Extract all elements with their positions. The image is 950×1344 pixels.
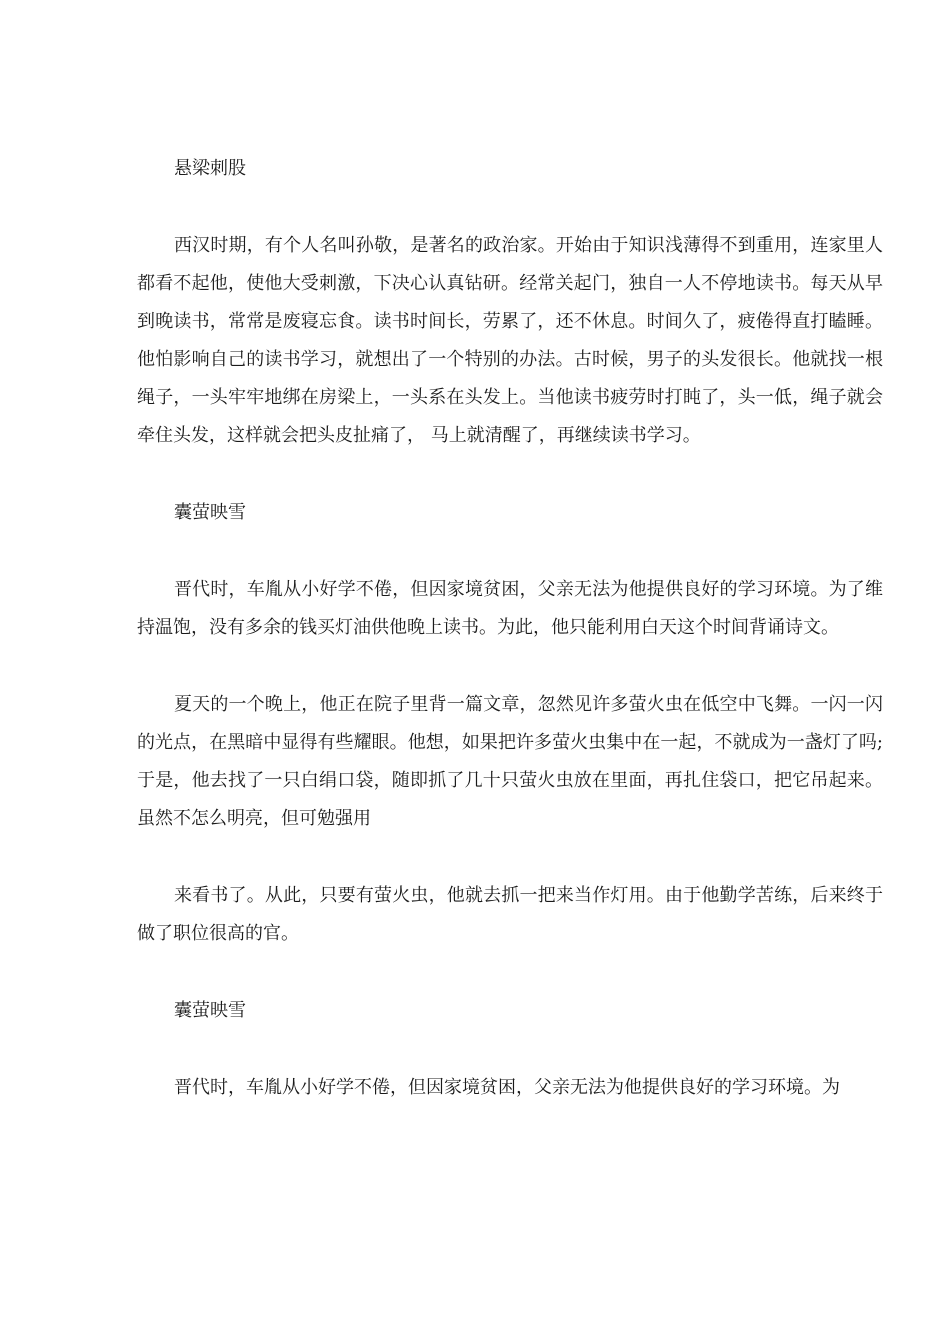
spacer	[137, 532, 883, 571]
spacer	[137, 1030, 883, 1069]
section-title: 囊萤映雪	[174, 1000, 246, 1021]
paragraph: 夏天的一个晚上，他正在院子里背一篇文章，忽然见许多萤火虫在低空中飞舞。一闪一闪的光点，在黑暗中显得有些耀眼。他想，如果把许多萤火虫集中在一起，不就成为一盏灯了吗;于是，他去找了一只白绢口袋，随即抓了几十只萤火虫放在里面，再扎住袋口，把它吊起来。虽然不怎么明亮，但可勉强用	[137, 694, 883, 829]
spacer	[137, 188, 883, 227]
paragraph: 来看书了。从此，只要有萤火虫，他就去抓一把来当作灯用。由于他勤学苦练，后来终于做了职位很高的官。	[137, 885, 883, 944]
spacer	[137, 953, 883, 992]
spacer	[137, 455, 883, 494]
spacer	[137, 838, 883, 877]
section-title: 悬梁刺股	[174, 158, 246, 179]
document-page	[137, 150, 883, 1107]
paragraph: 西汉时期，有个人名叫孙敬，是著名的政治家。开始由于知识浅薄得不到重用，连家里人都看不起他，使他大受刺激，下决心认真钻研。经常关起门，独自一人不停地读书。每天从早到晚读书，常常是废寝忘食。读书时间长，劳累了，还不休息。时间久了，疲倦得直打瞌睡。他怕影响自己的读书学习，就想出了一个特别的办法。古时候，男子的头发很长。他就找一根绳子，一头牢牢地绑在房梁上，一头系在头发上。当他读书疲劳时打盹了，头一低，绳子就会牵住头发，这样就会把头皮扯痛了， 马上就清醒了，再继续读书学习。	[137, 235, 883, 446]
spacer	[137, 647, 883, 686]
paragraph: 晋代时，车胤从小好学不倦，但因家境贫困，父亲无法为他提供良好的学习环境。为了维持温饱，没有多余的钱买灯油供他晚上读书。为此，他只能利用白天这个时间背诵诗文。	[137, 579, 883, 638]
section-title: 囊萤映雪	[174, 502, 246, 523]
paragraph: 晋代时，车胤从小好学不倦，但因家境贫困，父亲无法为他提供良好的学习环境。为	[174, 1077, 840, 1098]
